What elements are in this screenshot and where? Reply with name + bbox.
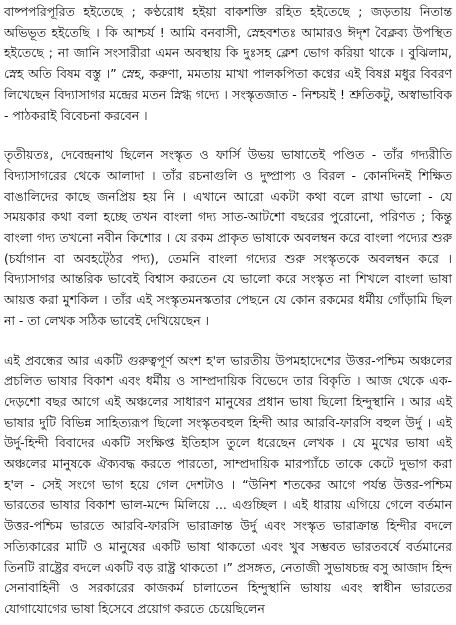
paragraph-vidyasagar-excerpt: বাষ্পপরিপূরিত হইতেছে ; কণ্ঠরোধ হইয়া বাকশক্তি রহিত হইতেছে ; জড়তায় নিতান্ত অভিভূত হইতেছি । কি আশ্চর্য ! আমি বনবাসী, স্নেহবশতঃ আমারও ঈদৃশ বৈক্লব্য উপস্থিত হইতেছে ; না জানি সংসারীরা এমন অবস্থায় কি দুঃসহ ক্লেশ ভোগ করিয়া থাকে । বুঝিলাম, স্নেহ অতি বিষম বস্তু ।” স্নেহ, করুণা, মমতায় মাখা পালকপিতা কণ্বের এই বিষণ্ণ মধুর বিবরণ লিখেছেন বিদ্যাসাগর মন্দ্রের মতন স্নিগ্ধ গদ্যে । সংস্কৃতজাত - নিশ্চয়ই ! শ্রুতিকটু, অস্বাভাবিক - পাঠকরাই বিবেচনা করবেন । [4, 4, 452, 123]
paragraph-hindustani-language: এই প্রবন্ধের আর একটি গুরুত্বপূর্ণ অংশ হ'ল ভারতীয় উপমহাদেশের উত্তর-পশ্চিম অঞ্চলের প্রচলিত ভাষার বিকাশ এবং ধর্মীয় ও সাম্প্রদায়িক বিভেদে তার বিকৃতি । আজ থেকে এক-দেড়শো বছর আগে এই অঞ্চলের সাধারণ মানুষের প্রধান ভাষা ছিলো হিন্দুস্থানি । আর এই ভাষার দুটি বিভিন্ন সাহিত্যরূপ ছিলো সংস্কৃতবহুল হিন্দী আর আরবি-ফারসি বহুল উর্দু । এই উর্দু-হিন্দী বিবাদের একটি সংক্ষিপ্ত ইতিহাস তুলে ধরেছেন লেখক । যে মুখের ভাষা এই অঞ্চলের মানুষকে ঐক্যবদ্ধ করতে পারতো, সাম্প্রদায়িক মারপ্যাঁচে তাকে কেটে দুভাগ করা হ'ল - সেই সংগে ভাগ হয়ে গেল দেশটাও । “উনিশ শতকের আগে পর্যন্ত উত্তর-পশ্চিম ভারতের ভাষার বিকাশ ভাল-মন্দে মিলিয়ে ... এগুচ্ছিল । এই ধারায় এগিয়ে গেলে বর্তমান উত্তর-পশ্চিম ভারতে আরবি-ফারসি ভারাক্রান্ত উর্দু এবং সংস্কৃত ভারাক্রান্ত হিন্দীর বদলে সত্যিকারের মাটি ও মানুষের একটি ভাষা থাকতো এবং খুব সম্ভবত ভারতবর্ষে বর্তমানের তিনটি রাষ্ট্রের বদলে একটি বড় রাষ্ট্র থাকতো ।” প্রসঙ্গত, নেতাজী সুভাষচন্দ্র বসু আজাদ হিন্দ সেনাবাহিনী ও সরকারের কাজকর্ম চালাতেন হিন্দুস্থানি ভাষায় এবং স্বাধীন ভারতের যোগাযোগের ভাষা হিসেবে প্রয়োগ করতে চেয়েছিলেন [4, 352, 452, 616]
paragraph-debendranath-prose: তৃতীয়তঃ, দেবেন্দ্রনাথ ছিলেন সংস্কৃত ও ফার্সি উভয় ভাষাতেই পণ্ডিত - তাঁর গদ্যরীতি বিদ্যাসাগরের থেকে আলাদা । তাঁর রচনাগুলি ও দুষ্প্রাপ্য ও বিরল - কোনদিনই শিক্ষিত বাঙালিদের কাছে জনপ্রিয় হয় নি । এখানে আরো একটা কথা বলে রাখা ভালো - যে সময়কার কথা বলা হচ্ছে তখন বাংলা গদ্য সাত-আটশো বছরের পুরোনো, পরিণত ; কিন্তু বাংলা গদ্য তখনো নবীন কিশোর । যে রকম প্রাকৃত ভাষাকে অবলম্বন করে বাংলা পদ্যের শুরু (চর্যাগান বা অবহট্ঠের পদ্য), তেমনি বাংলা গদ্যের শুরু সংস্কৃতকে অবলম্বন করে । বিদ্যাসাগর আন্তরিক ভাবেই বিশ্বাস করতেন যে ভালো করে সংস্কৃত না শিখলে বাংলা ভাষা আয়ত্ত করা মুশকিল । তাঁর এই সংস্কৃতমনস্কতার পেছনে যে কোন রকমের ধর্মীয় গোঁড়ামি ছিল না - তা লেখক সঠিক ভাবেই দেখিয়েছেন । [4, 147, 452, 328]
